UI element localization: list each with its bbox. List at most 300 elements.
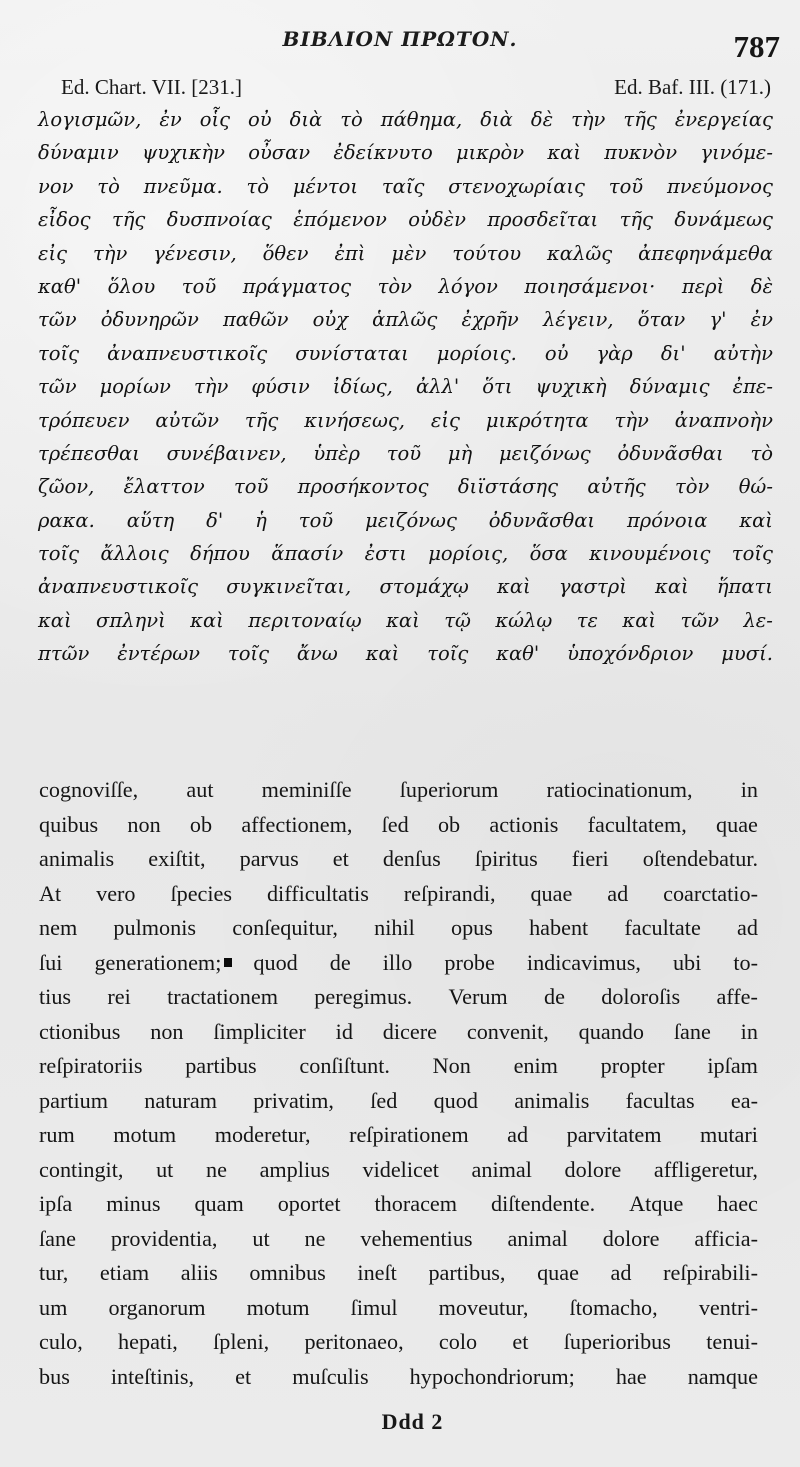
word: rum (39, 1122, 75, 1147)
greek-line (38, 237, 773, 270)
word: partium (39, 1087, 109, 1113)
word: ad (507, 1122, 529, 1147)
greek-line (38, 270, 773, 303)
word: ad (610, 1260, 632, 1285)
word: animal (507, 1225, 568, 1251)
word: τῆς (244, 408, 279, 432)
word: ὅλου (107, 274, 156, 298)
word: κώλῳ (495, 608, 553, 632)
page-number: 787 (733, 29, 780, 64)
word: At (39, 880, 62, 906)
word: εἰς (38, 241, 68, 265)
word: non (150, 1018, 184, 1044)
word: δὲ (750, 274, 773, 298)
word: conſiſtunt. (299, 1053, 390, 1078)
word: τοῖς (427, 642, 469, 666)
word: animalis (514, 1087, 590, 1113)
word: τὸ (246, 174, 270, 198)
word: ζῶον, (38, 475, 95, 499)
printer-signature-mark: Ddd 2 (381, 1409, 444, 1434)
word: mutari (700, 1122, 758, 1147)
word: ne (205, 1156, 227, 1182)
word: aut (186, 777, 214, 802)
word: de (329, 949, 351, 975)
word: minus (106, 1191, 161, 1216)
word: δι' (660, 341, 686, 365)
word: ρακα. (38, 508, 95, 532)
word: quae (530, 880, 573, 906)
word: organorum (108, 1294, 206, 1320)
word: τοῦ (386, 441, 422, 465)
word: τούτου (452, 241, 522, 265)
word: amplius (259, 1156, 330, 1182)
word: τοῖς (38, 341, 80, 365)
word: ut (252, 1225, 270, 1251)
word: convenit, (466, 1018, 549, 1044)
latin-line (39, 980, 758, 1015)
word: bus (39, 1363, 70, 1389)
word: ſimpliciter (213, 1018, 306, 1044)
latin-line (39, 1084, 758, 1119)
word: peregimus. (314, 984, 413, 1009)
word: τοῖς (731, 542, 773, 566)
word: δὲ (530, 108, 554, 131)
word: facultatem, (587, 811, 687, 837)
greek-line (38, 337, 773, 370)
word: συγκινεῖται, (226, 575, 352, 599)
greek-line (38, 103, 773, 136)
word: λόγον (438, 274, 498, 298)
greek-line (38, 404, 773, 437)
word: εἶδος (38, 208, 91, 232)
word: τοῦ (608, 174, 644, 198)
word: ἄλλοις (100, 542, 169, 566)
word: οὐδὲν (408, 208, 466, 232)
word: ὅσα (529, 542, 568, 566)
word: καλῶς (547, 241, 613, 265)
word: tenui- (706, 1329, 758, 1354)
word: oſtendebatur. (642, 846, 758, 871)
greek-line (38, 437, 773, 470)
word: ὀδυνηρῶν (100, 308, 199, 332)
word: καὶ (622, 608, 657, 632)
greek-line (38, 570, 773, 603)
word: καὶ (190, 608, 224, 632)
word: διϊστάσης (457, 475, 559, 499)
word: ταῖς (381, 174, 425, 198)
word: ἐντέρων (117, 642, 201, 666)
word: προσήκοντος (297, 475, 429, 499)
word: habent (529, 915, 589, 940)
word: enim (513, 1053, 558, 1078)
word: et (332, 846, 349, 871)
word: ἐδείκνυτο (333, 141, 433, 165)
word: pulmonis (113, 915, 196, 940)
word: κινουμένοις (589, 542, 711, 566)
word: τῶν (38, 308, 77, 332)
word: ἄνω (296, 642, 338, 666)
word: affe- (716, 984, 758, 1009)
word: reſpirabili- (663, 1260, 758, 1285)
word: πρόνοια (626, 508, 708, 532)
word: dicere (382, 1018, 437, 1044)
word: λογισμῶν, (38, 108, 142, 131)
greek-line (38, 470, 773, 503)
word: τοῖς (227, 642, 270, 666)
word: τὴν (193, 375, 229, 399)
word: πυκνὸν (604, 141, 678, 165)
word: συνέβαινεν, (166, 441, 287, 465)
word: aliis (180, 1260, 218, 1285)
latin-line (39, 1222, 758, 1257)
word: λε- (743, 608, 773, 632)
word: quam (194, 1191, 244, 1216)
word: cognoviſſe, (39, 777, 139, 802)
word: diſtendente. (491, 1191, 596, 1216)
word: ἐνεργείας (674, 108, 773, 131)
word: τρέπεσθαι (38, 441, 140, 465)
word: um (39, 1294, 68, 1320)
word: et (235, 1363, 252, 1389)
latin-line (39, 1256, 758, 1291)
word: vero (96, 880, 136, 906)
word: τῆς (111, 208, 146, 232)
latin-line (39, 1325, 758, 1360)
word: quando (578, 1018, 644, 1044)
word: μειζόνως (365, 508, 457, 532)
word: actionis (489, 811, 559, 837)
word: τῆς (619, 208, 653, 232)
word: indicavimus, (526, 949, 641, 975)
latin-line (39, 1360, 758, 1395)
word: μυσί. (721, 642, 773, 666)
word: ὑποχόνδριον (567, 642, 694, 666)
word: τῶν (38, 375, 77, 399)
word: Non (432, 1053, 471, 1078)
word: ποιησάμενοι· (524, 274, 656, 298)
word: τῆς (623, 108, 657, 131)
latin-line (39, 877, 758, 912)
latin-line (39, 1187, 758, 1222)
word: περὶ (681, 274, 725, 298)
word: ad (607, 880, 629, 906)
word: ἰδίως, (332, 375, 393, 399)
word: muſculis (292, 1363, 369, 1389)
latin-line (39, 911, 758, 946)
word: μειζόνως (498, 441, 591, 465)
word: διὰ (480, 108, 513, 131)
latin-line (39, 773, 758, 808)
word: coarctatio- (663, 880, 758, 906)
word: οὐ (248, 108, 272, 131)
word: naturam (144, 1087, 217, 1113)
word: ad (736, 915, 758, 940)
word: εἰς (430, 408, 460, 432)
word: quae (537, 1260, 579, 1285)
word: τρόπευεν (38, 408, 130, 432)
latin-line (39, 1291, 758, 1326)
word: ſuperiorum (399, 777, 499, 802)
word: ſpecies (170, 880, 233, 906)
word: et (512, 1329, 529, 1354)
word: illo (382, 949, 413, 975)
word: πράγματος (242, 274, 352, 298)
greek-text-block (38, 103, 773, 671)
word: καθ' (496, 642, 540, 666)
word: θώ- (738, 475, 773, 499)
word: omnibus (249, 1260, 326, 1285)
word: ratiocinationum, (546, 777, 693, 802)
word: ſpiritus (474, 846, 538, 871)
word: animal (471, 1156, 532, 1182)
word: vehementius (360, 1225, 473, 1251)
word: καὶ (38, 608, 72, 632)
word: μὴ (447, 441, 473, 465)
word: denſus (382, 846, 441, 871)
greek-line (38, 604, 773, 637)
word: μορίοις, (428, 542, 509, 566)
word: οὖσαν (248, 141, 311, 165)
word: etiam (99, 1260, 150, 1285)
word: ſed (370, 1087, 398, 1113)
word: φύσιν (251, 375, 310, 399)
word: μορίοις. (436, 341, 517, 365)
chartier-edition-reference: Ed. Chart. VII. [231.] (61, 75, 242, 99)
word: μικρότητα (485, 408, 589, 432)
word: δύναμις (629, 375, 710, 399)
latin-line (39, 1118, 758, 1153)
word: in (740, 1018, 758, 1044)
word: hypochondriorum; (409, 1363, 575, 1389)
word: στενοχωρίαις (448, 174, 585, 198)
word: reſpirandi, (403, 880, 496, 906)
word: propter (600, 1053, 665, 1078)
word: καθ' (38, 274, 82, 298)
word: ὅτι (482, 375, 513, 399)
word: ἀναπνοὴν (674, 408, 773, 432)
word: parvus (239, 846, 299, 871)
word: τὴν (614, 408, 649, 432)
word: σπληνὶ (96, 608, 166, 632)
word: quae (716, 811, 758, 837)
word: ſane (39, 1225, 76, 1251)
greek-line (38, 170, 773, 203)
word: non (127, 811, 161, 837)
word: ſane (673, 1018, 711, 1044)
word: νον (38, 174, 74, 198)
word: καὶ (497, 575, 531, 599)
word: καὶ (655, 575, 689, 599)
word: nihil (374, 915, 415, 940)
word: namque (687, 1363, 758, 1389)
latin-line (39, 946, 758, 981)
word: παθῶν (222, 308, 289, 332)
word: videlicet (362, 1156, 439, 1182)
word: ἐν (159, 108, 182, 131)
word: μέντοι (292, 174, 359, 198)
word: κινήσεως, (304, 408, 405, 432)
word: Atque (629, 1191, 684, 1216)
word: ἀναπνευστικοῖς (107, 341, 268, 365)
word: ἡ (255, 508, 267, 532)
word: reſpiratoriis (39, 1053, 143, 1078)
word: δυνάμεως (674, 208, 773, 232)
word: conſequitur, (232, 915, 338, 940)
word: tius (39, 984, 72, 1009)
word: οὐ (544, 341, 569, 365)
word: περιτοναίῳ (248, 608, 362, 632)
word: ἁπλῶς (372, 308, 438, 332)
greek-line (38, 203, 773, 236)
word: peritonaeo, (304, 1329, 404, 1354)
word: τὴν (571, 108, 606, 131)
word: inteſtinis, (110, 1363, 195, 1389)
word: fieri (571, 846, 609, 871)
word: ventri- (698, 1294, 758, 1320)
greek-line (38, 504, 773, 537)
greek-line (38, 370, 773, 403)
word: καὶ (739, 508, 773, 532)
ink-spot (224, 958, 232, 967)
word: id (335, 1018, 353, 1044)
word: ὅθεν (262, 241, 309, 265)
word: probe (444, 949, 495, 975)
basel-edition-reference: Ed. Baf. III. (171.) (614, 75, 771, 99)
word: ὀδυνᾶσθαι (488, 508, 596, 532)
word: ἀναπνευστικοῖς (38, 575, 199, 599)
word: ὑπὲρ (313, 441, 360, 465)
word: προσδεῖται (487, 208, 599, 232)
word: ob (189, 811, 213, 837)
word: ἥπατι (716, 575, 773, 599)
word: tur, (39, 1260, 69, 1285)
word: τοῦ (234, 475, 269, 499)
word: ipſam (707, 1053, 758, 1078)
word: providentia, (110, 1225, 218, 1251)
word: ea- (730, 1087, 758, 1113)
word: ne (304, 1225, 326, 1251)
word: ineſt (357, 1260, 397, 1285)
word: τὸ (750, 441, 773, 465)
word: διὰ (289, 108, 323, 131)
word: oportet (277, 1191, 341, 1216)
word: δ' (206, 508, 224, 532)
word: dolore (602, 1225, 660, 1251)
word: ſed (381, 811, 409, 837)
word: difficultatis (266, 880, 369, 906)
latin-line (39, 808, 758, 843)
word: hepati, (118, 1329, 178, 1354)
word: ſimul (350, 1294, 398, 1320)
word: καὶ (365, 642, 400, 666)
word: culo, (39, 1329, 83, 1354)
word: τοῦ (181, 274, 217, 298)
word: τῶν (680, 608, 720, 632)
word: meminiſſe (261, 777, 352, 802)
word: αὕτη (126, 508, 175, 532)
greek-line (38, 637, 773, 670)
word: τὴν (92, 241, 128, 265)
word: exiſtit, (148, 846, 206, 871)
word: rei (107, 984, 131, 1009)
word: αὐτῆς (587, 475, 646, 499)
word: dolore (564, 1156, 622, 1182)
word: πνεῦμα. (143, 174, 223, 198)
word: ἐπε- (732, 375, 773, 399)
greek-line (38, 136, 773, 169)
latin-text-block (39, 773, 758, 1394)
word: δυσπνοίας (166, 208, 272, 232)
word: affligeretur, (653, 1156, 758, 1182)
word: ubi (672, 949, 702, 975)
word: αὐτὴν (713, 341, 773, 365)
word: γὰρ (596, 341, 633, 365)
word: ἑπόμενον (293, 208, 387, 232)
word: doloroſis (601, 984, 681, 1009)
word: de (543, 984, 565, 1009)
word: motum (113, 1122, 177, 1147)
word: λέγειν, (542, 308, 614, 332)
word: καὶ (547, 141, 581, 165)
word: ipſa (39, 1191, 73, 1216)
latin-line (39, 842, 758, 877)
word: ψυχικὴν (142, 141, 225, 165)
word: τῷ (444, 608, 471, 632)
word: ἅπασίν (271, 542, 344, 566)
word: ἔλαττον (123, 475, 205, 499)
word: τὸ (340, 108, 363, 131)
word: partibus (185, 1053, 257, 1078)
greek-line (38, 303, 773, 336)
word: γένεσιν, (153, 241, 237, 265)
word: ſpleni, (213, 1329, 270, 1354)
word: quod (253, 949, 298, 975)
word: τὸν (377, 274, 413, 298)
word: facultas (625, 1087, 695, 1113)
word: οἷς (199, 108, 231, 131)
word: πτῶν (38, 642, 90, 666)
word: thoracem (374, 1191, 458, 1216)
latin-line (39, 1153, 758, 1188)
word: τε (576, 608, 598, 632)
word: to- (733, 949, 758, 975)
word: γαστρὶ (558, 575, 627, 599)
word: δύναμιν (38, 141, 119, 165)
word: οὐχ (312, 308, 349, 332)
word: facultate (624, 915, 701, 940)
word: afficia- (694, 1225, 758, 1251)
word: ut (156, 1156, 174, 1182)
word: tractationem (167, 984, 278, 1009)
word: τοῖς (38, 542, 80, 566)
word: μικρὸν (455, 141, 525, 165)
word: ſui (39, 949, 63, 975)
word: nem (39, 915, 78, 940)
word: καὶ (386, 608, 420, 632)
word: quibus (39, 811, 99, 837)
word: affectionem, (241, 811, 353, 837)
word: ſuperioribus (563, 1329, 671, 1354)
word: αὐτῶν (155, 408, 219, 432)
running-title: ΒΙΒΛΙΟΝ ΠΡΩΤΟΝ. (282, 27, 518, 51)
word: μὲν (391, 241, 427, 265)
word: δήπου (190, 542, 250, 566)
latin-line (39, 1049, 758, 1084)
word: ἀλλ' (415, 375, 460, 399)
word: hae (615, 1363, 647, 1389)
word: ἐν (750, 308, 773, 332)
word: ſtomacho, (569, 1294, 658, 1320)
